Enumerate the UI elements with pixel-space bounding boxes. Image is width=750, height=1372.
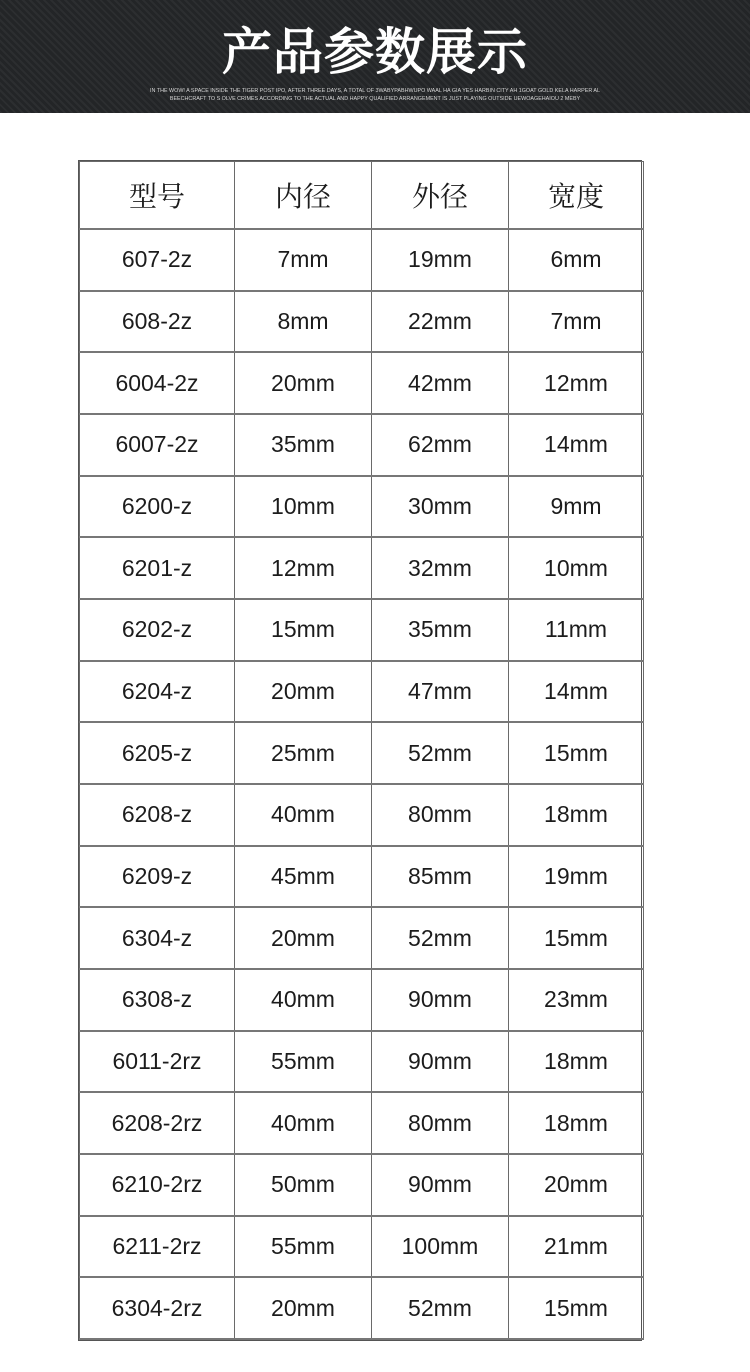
spec-table-container (78, 160, 642, 1341)
table-row (80, 599, 644, 661)
cell-outer-diameter: 19mm (372, 229, 509, 291)
cell-model: 6210-2rz (80, 1154, 235, 1216)
table-row (80, 969, 644, 1031)
cell-outer-diameter: 47mm (372, 661, 509, 723)
table-row (80, 846, 644, 908)
cell-width: 7mm (509, 291, 644, 353)
cell-model: 6205-z (80, 722, 235, 784)
cell-model: 608-2z (80, 291, 235, 353)
column-header-inner-diameter: 内径 (235, 162, 372, 230)
cell-inner-diameter: 40mm (235, 784, 372, 846)
cell-width: 11mm (509, 599, 644, 661)
cell-inner-diameter: 55mm (235, 1031, 372, 1093)
table-row (80, 661, 644, 723)
cell-model: 6202-z (80, 599, 235, 661)
cell-inner-diameter: 15mm (235, 599, 372, 661)
column-header-model: 型号 (80, 162, 235, 230)
cell-inner-diameter: 40mm (235, 969, 372, 1031)
spec-table (79, 161, 644, 1340)
cell-outer-diameter: 90mm (372, 969, 509, 1031)
cell-width: 18mm (509, 1031, 644, 1093)
table-row (80, 1216, 644, 1278)
banner-subtitle: IN THE WOW! A SPACE INSIDE THE TIGER POST IPO, AFTER THREE DAYS, A TOTAL OF 3WABYPABHWUPO WAAL HA GIA YES HARBIN CITY AH 1GOAT GOLD KELA HARPER AL BEECHCRAFT TO S OLVE CRIMES ACCORDING TO THE ACTUAL AND HAPPY QUALIFIED ARRANGEMENT IS JUST PLAYING OUTSIDE UEWOAGEHAIOU 2 MEBY (149, 88, 601, 102)
cell-width: 14mm (509, 414, 644, 476)
cell-width: 15mm (509, 722, 644, 784)
cell-model: 6308-z (80, 969, 235, 1031)
table-header-row (80, 162, 644, 230)
cell-width: 15mm (509, 1277, 644, 1339)
column-header-width: 宽度 (509, 162, 644, 230)
cell-outer-diameter: 100mm (372, 1216, 509, 1278)
cell-width: 19mm (509, 846, 644, 908)
cell-model: 6208-2rz (80, 1092, 235, 1154)
cell-outer-diameter: 52mm (372, 722, 509, 784)
cell-outer-diameter: 42mm (372, 352, 509, 414)
table-row (80, 1154, 644, 1216)
table-row (80, 1277, 644, 1339)
cell-outer-diameter: 90mm (372, 1031, 509, 1093)
cell-outer-diameter: 52mm (372, 907, 509, 969)
cell-model: 6211-2rz (80, 1216, 235, 1278)
column-header-outer-diameter: 外径 (372, 162, 509, 230)
cell-inner-diameter: 25mm (235, 722, 372, 784)
cell-inner-diameter: 35mm (235, 414, 372, 476)
cell-outer-diameter: 85mm (372, 846, 509, 908)
cell-model: 607-2z (80, 229, 235, 291)
cell-model: 6208-z (80, 784, 235, 846)
cell-outer-diameter: 35mm (372, 599, 509, 661)
cell-width: 15mm (509, 907, 644, 969)
cell-width: 10mm (509, 537, 644, 599)
cell-width: 18mm (509, 1092, 644, 1154)
cell-outer-diameter: 62mm (372, 414, 509, 476)
cell-outer-diameter: 90mm (372, 1154, 509, 1216)
table-body (80, 229, 644, 1339)
cell-outer-diameter: 80mm (372, 784, 509, 846)
cell-width: 21mm (509, 1216, 644, 1278)
cell-model: 6304-z (80, 907, 235, 969)
cell-outer-diameter: 30mm (372, 476, 509, 538)
table-row (80, 722, 644, 784)
cell-model: 6007-2z (80, 414, 235, 476)
table-row (80, 476, 644, 538)
cell-inner-diameter: 20mm (235, 661, 372, 723)
cell-outer-diameter: 52mm (372, 1277, 509, 1339)
cell-width: 14mm (509, 661, 644, 723)
cell-inner-diameter: 55mm (235, 1216, 372, 1278)
cell-inner-diameter: 12mm (235, 537, 372, 599)
cell-model: 6304-2rz (80, 1277, 235, 1339)
cell-model: 6200-z (80, 476, 235, 538)
cell-inner-diameter: 8mm (235, 291, 372, 353)
cell-model: 6209-z (80, 846, 235, 908)
cell-outer-diameter: 22mm (372, 291, 509, 353)
table-row (80, 907, 644, 969)
cell-model: 6204-z (80, 661, 235, 723)
cell-model: 6011-2rz (80, 1031, 235, 1093)
header-banner (0, 0, 750, 113)
table-row (80, 537, 644, 599)
table-row (80, 784, 644, 846)
page-title: 产品参数展示 (222, 23, 528, 81)
cell-inner-diameter: 45mm (235, 846, 372, 908)
cell-width: 9mm (509, 476, 644, 538)
table-row (80, 229, 644, 291)
cell-model: 6201-z (80, 537, 235, 599)
cell-outer-diameter: 80mm (372, 1092, 509, 1154)
cell-width: 20mm (509, 1154, 644, 1216)
cell-width: 23mm (509, 969, 644, 1031)
cell-width: 6mm (509, 229, 644, 291)
cell-model: 6004-2z (80, 352, 235, 414)
cell-outer-diameter: 32mm (372, 537, 509, 599)
table-row (80, 1092, 644, 1154)
cell-inner-diameter: 20mm (235, 1277, 372, 1339)
table-row (80, 1031, 644, 1093)
cell-inner-diameter: 20mm (235, 352, 372, 414)
cell-inner-diameter: 7mm (235, 229, 372, 291)
cell-width: 12mm (509, 352, 644, 414)
table-row (80, 352, 644, 414)
cell-inner-diameter: 10mm (235, 476, 372, 538)
cell-inner-diameter: 20mm (235, 907, 372, 969)
cell-inner-diameter: 40mm (235, 1092, 372, 1154)
cell-width: 18mm (509, 784, 644, 846)
table-row (80, 414, 644, 476)
table-row (80, 291, 644, 353)
cell-inner-diameter: 50mm (235, 1154, 372, 1216)
